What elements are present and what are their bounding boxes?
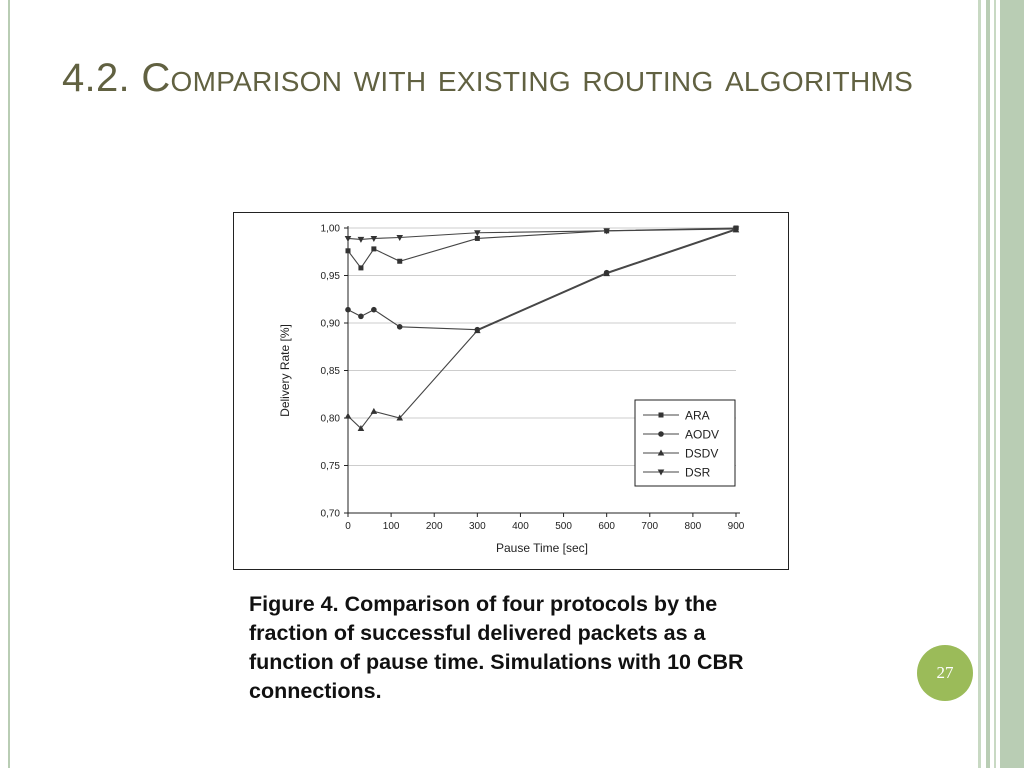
- data-point-dsdv: [371, 408, 378, 414]
- slide-frame-left: [8, 0, 10, 768]
- legend-label-ara: ARA: [685, 408, 710, 423]
- data-point-aodv: [371, 307, 377, 313]
- data-point-ara: [358, 265, 363, 270]
- series-line-aodv: [348, 229, 736, 330]
- legend-label-dsr: DSR: [685, 465, 711, 480]
- figure-caption: Figure 4. Comparison of four protocols by the fraction of successful delivered packets as a function of pause time. Simulations with 10 CBR connections.: [249, 592, 744, 703]
- legend-label-dsdv: DSDV: [685, 446, 719, 461]
- x-tick-label: 900: [727, 521, 745, 532]
- delivery-rate-chart: [234, 213, 788, 569]
- y-tick-label: 0,85: [320, 366, 340, 377]
- series-line-ara: [348, 228, 736, 268]
- page-number: 27: [936, 663, 954, 682]
- page-number-badge: [917, 645, 973, 701]
- x-tick-label: 0: [345, 521, 351, 532]
- legend-marker-aodv: [658, 431, 664, 437]
- y-tick-label: 0,90: [320, 318, 340, 330]
- data-point-dsdv: [345, 413, 352, 419]
- x-tick-label: 600: [598, 521, 616, 532]
- y-tick-label: 0,95: [320, 271, 340, 282]
- data-point-ara: [346, 248, 351, 253]
- y-tick-label: 0,70: [320, 508, 340, 520]
- x-tick-label: 100: [382, 521, 400, 532]
- data-point-aodv: [358, 314, 364, 320]
- legend-marker-ara: [659, 413, 664, 418]
- data-point-ara: [475, 236, 480, 241]
- y-tick-label: 1,00: [320, 223, 340, 235]
- data-point-ara: [371, 246, 376, 251]
- data-point-aodv: [345, 307, 351, 313]
- y-tick-label: 0,80: [320, 413, 340, 425]
- x-tick-label: 700: [641, 521, 659, 532]
- x-tick-label: 300: [468, 521, 486, 532]
- x-tick-label: 400: [512, 521, 529, 532]
- slide-title: 4.2. Comparison with existing routing algorithms: [62, 56, 914, 100]
- x-tick-label: 800: [684, 521, 702, 532]
- data-point-dsr: [358, 237, 365, 243]
- slide-frame-right: [976, 0, 1024, 768]
- y-tick-label: 0,75: [320, 461, 340, 472]
- x-tick-label: 200: [425, 521, 443, 532]
- y-axis-label: Delivery Rate [%]: [278, 324, 292, 417]
- x-axis-label: Pause Time [sec]: [495, 541, 589, 555]
- legend-label-aodv: AODV: [685, 427, 720, 442]
- x-tick-label: 500: [555, 521, 572, 532]
- chart-figure: [233, 212, 789, 570]
- data-point-aodv: [397, 324, 403, 330]
- data-point-ara: [397, 259, 402, 264]
